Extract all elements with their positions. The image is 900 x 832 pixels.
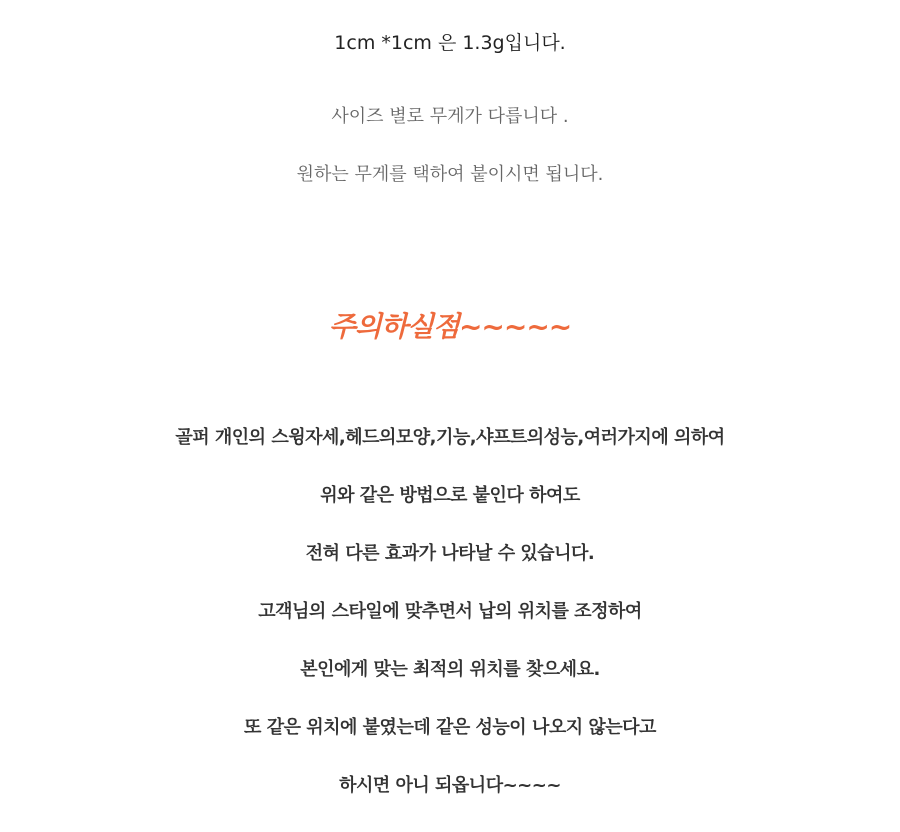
size-info-line: 원하는 무게를 택하여 붙이시면 됩니다. <box>296 164 604 185</box>
caution-line: 또 같은 위치에 붙였는데 같은 성능이 나오지 않는다고 <box>244 717 656 738</box>
size-info-line: 사이즈 별로 무게가 다릅니다 . <box>331 106 569 127</box>
caution-title: 주의하실점~~~~~ <box>328 310 572 343</box>
caution-line: 위와 같은 방법으로 붙인다 하여도 <box>320 485 580 506</box>
caution-line: 전혀 다른 효과가 나타날 수 있습니다. <box>305 543 595 564</box>
caution-line: 하시면 아니 되옵니다~~~~ <box>339 775 561 796</box>
caution-line: 본인에게 맞는 최적의 위치를 찾으세요. <box>300 659 600 680</box>
caution-line: 고객님의 스타일에 맞추면서 납의 위치를 조정하여 <box>258 601 642 622</box>
weight-info-text: 1cm *1cm 은 1.3g입니다. <box>334 32 566 54</box>
caution-line: 골퍼 개인의 스윙자세,헤드의모양,기능,샤프트의성능,여러가지에 의하여 <box>175 427 725 448</box>
